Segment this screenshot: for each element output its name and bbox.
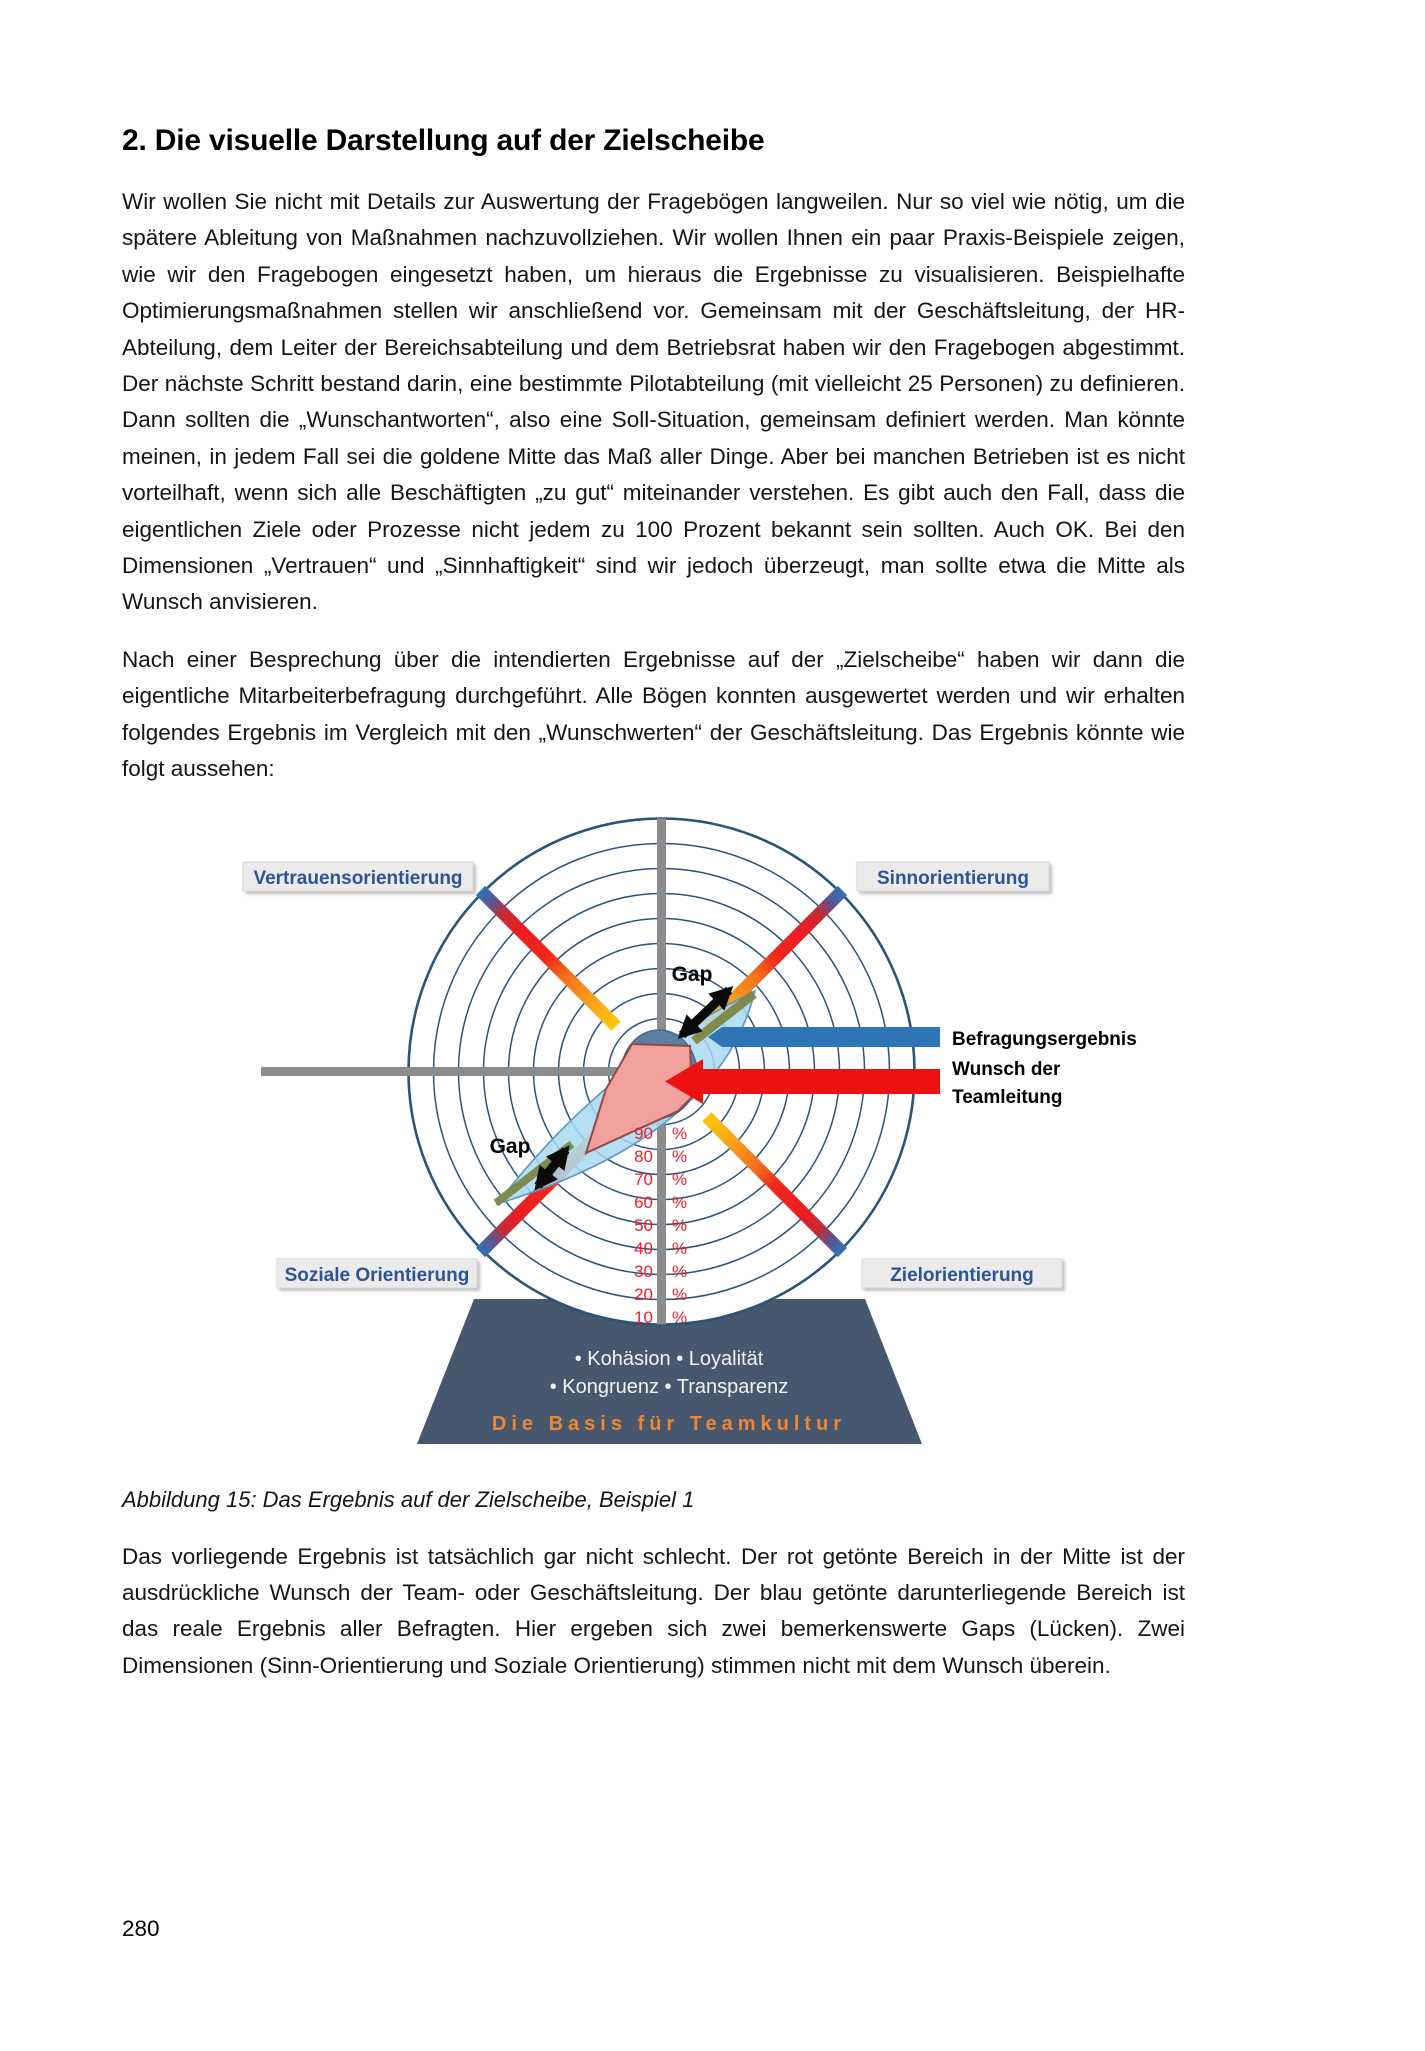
svg-text:10: 10 bbox=[634, 1307, 653, 1327]
svg-text:90: 90 bbox=[634, 1123, 653, 1143]
quadrant-label-trust bbox=[243, 862, 473, 891]
svg-text:%: % bbox=[672, 1123, 688, 1143]
svg-text:30: 30 bbox=[634, 1261, 653, 1281]
zielscheibe-figure bbox=[122, 809, 1185, 1459]
svg-text:Vertrauensorientierung: Vertrauensorientierung bbox=[253, 867, 463, 889]
survey-arrow-label: Befragungsergebnis bbox=[952, 1028, 1137, 1050]
gap-label-ne: Gap bbox=[671, 962, 713, 986]
wish-arrow-label-line2: Teamleitung bbox=[952, 1086, 1063, 1108]
page-content bbox=[122, 0, 1185, 1705]
svg-text:%: % bbox=[672, 1169, 688, 1189]
figure-caption: Abbildung 15: Das Ergebnis auf der Zielscheibe, Beispiel 1 bbox=[122, 1486, 695, 1512]
svg-text:70: 70 bbox=[634, 1169, 653, 1189]
svg-text:%: % bbox=[672, 1307, 688, 1327]
svg-text:%: % bbox=[672, 1261, 688, 1281]
section-heading: 2. Die visuelle Darstellung auf der Zielscheibe bbox=[122, 124, 765, 157]
paragraph-3: Das vorliegende Ergebnis ist tatsächlich gar nicht schlecht. Der rot getönte Bereich in der Mitte ist der ausdrückliche Wunsch der Team- oder Geschäftsleitung. Der blau getönte darunterliegende Bereich ist das reale Ergebnis aller Befragten. Hier ergeben sich zwei bemerkenswerte Gaps (Lücken). Zwei Dimensionen (Sinn-Orientierung und Soziale Orientierung) stimmen nicht mit dem Wunsch überein. bbox=[122, 1543, 1185, 1678]
svg-text:20: 20 bbox=[634, 1284, 653, 1304]
svg-text:60: 60 bbox=[634, 1192, 653, 1212]
quadrant-label-sense bbox=[857, 862, 1049, 891]
svg-text:Soziale Orientierung: Soziale Orientierung bbox=[284, 1264, 470, 1286]
svg-text:• Kohäsion • Loyalität: • Kohäsion • Loyalität bbox=[574, 1347, 764, 1370]
target-diagram bbox=[122, 809, 1185, 1459]
page-number: 280 bbox=[122, 1916, 160, 1941]
svg-text:40: 40 bbox=[634, 1238, 653, 1258]
svg-text:Sinnorientierung: Sinnorientierung bbox=[877, 867, 1029, 889]
svg-text:Die Basis für Teamkultur: Die Basis für Teamkultur bbox=[491, 1412, 847, 1435]
survey-arrow bbox=[708, 1027, 940, 1047]
paragraph-1: Wir wollen Sie nicht mit Details zur Auswertung der Fragebögen langweilen. Nur so viel wie nötig, um die spätere Ableitung von Maßnahmen nachzuvollziehen. Wir wollen Ihnen ein paar Praxis-Beispiele zeigen, wie wir den Fragebogen eingesetzt haben, um hieraus die Ergebnisse zu visualisieren. Beispielhafte Optimierungsmaßnahmen stellen wir anschließend vor. Gemeinsam mit der Geschäftsleitung, der HR-Abteilung, dem Leiter der Bereichsabteilung und dem Betriebsrat haben wir den Fragebogen abgestimmt. Der nächste Schritt bestand darin, eine bestimmte Pilotabteilung (mit vielleicht 25 Personen) zu definieren. Dann sollten die „Wunschantworten“, also eine Soll-Situation, gemeinsam definiert werden. Man könnte meinen, in jedem Fall sei die goldene Mitte das Maß aller Dinge. Aber bei manchen Betrieben ist es nicht vorteilhaft, wenn sich alle Beschäftigten „zu gut“ miteinander verstehen. Es gibt auch den Fall, dass die eigentlichen Ziele oder Prozesse nicht jedem zu 100 Prozent bekannt sein sollten. Auch OK. Bei den Dimensionen „Vertrauen“ und „Sinnhaftigkeit“ sind wir jedoch überzeugt, man sollte etwa die Mitte als Wunsch anvisieren. bbox=[122, 189, 1185, 615]
svg-text:Zielorientierung: Zielorientierung bbox=[890, 1264, 1034, 1286]
wish-arrow-label-line1: Wunsch der bbox=[952, 1058, 1061, 1080]
svg-text:80: 80 bbox=[634, 1146, 653, 1166]
gap-label-sw: Gap bbox=[489, 1134, 531, 1158]
quadrant-label-social bbox=[277, 1259, 477, 1288]
svg-text:%: % bbox=[672, 1146, 688, 1166]
svg-text:• Kongruenz • Transparenz: • Kongruenz • Transparenz bbox=[549, 1375, 789, 1398]
svg-text:%: % bbox=[672, 1215, 688, 1235]
svg-text:50: 50 bbox=[634, 1215, 653, 1235]
svg-text:%: % bbox=[672, 1192, 688, 1212]
paragraph-2: Nach einer Besprechung über die intendierten Ergebnisse auf der „Zielscheibe“ haben wir dann die eigentliche Mitarbeiterbefragung durchgeführt. Alle Bögen konnten ausgewertet werden und wir erhalten folgendes Ergebnis im Vergleich mit den „Wunschwerten“ der Geschäftsleitung. Das Ergebnis könnte wie folgt aussehen: bbox=[122, 646, 1185, 782]
svg-text:%: % bbox=[672, 1238, 688, 1258]
quadrant-label-goal bbox=[862, 1259, 1062, 1288]
svg-text:%: % bbox=[672, 1284, 688, 1304]
horizontal-axis-line bbox=[261, 1067, 662, 1076]
